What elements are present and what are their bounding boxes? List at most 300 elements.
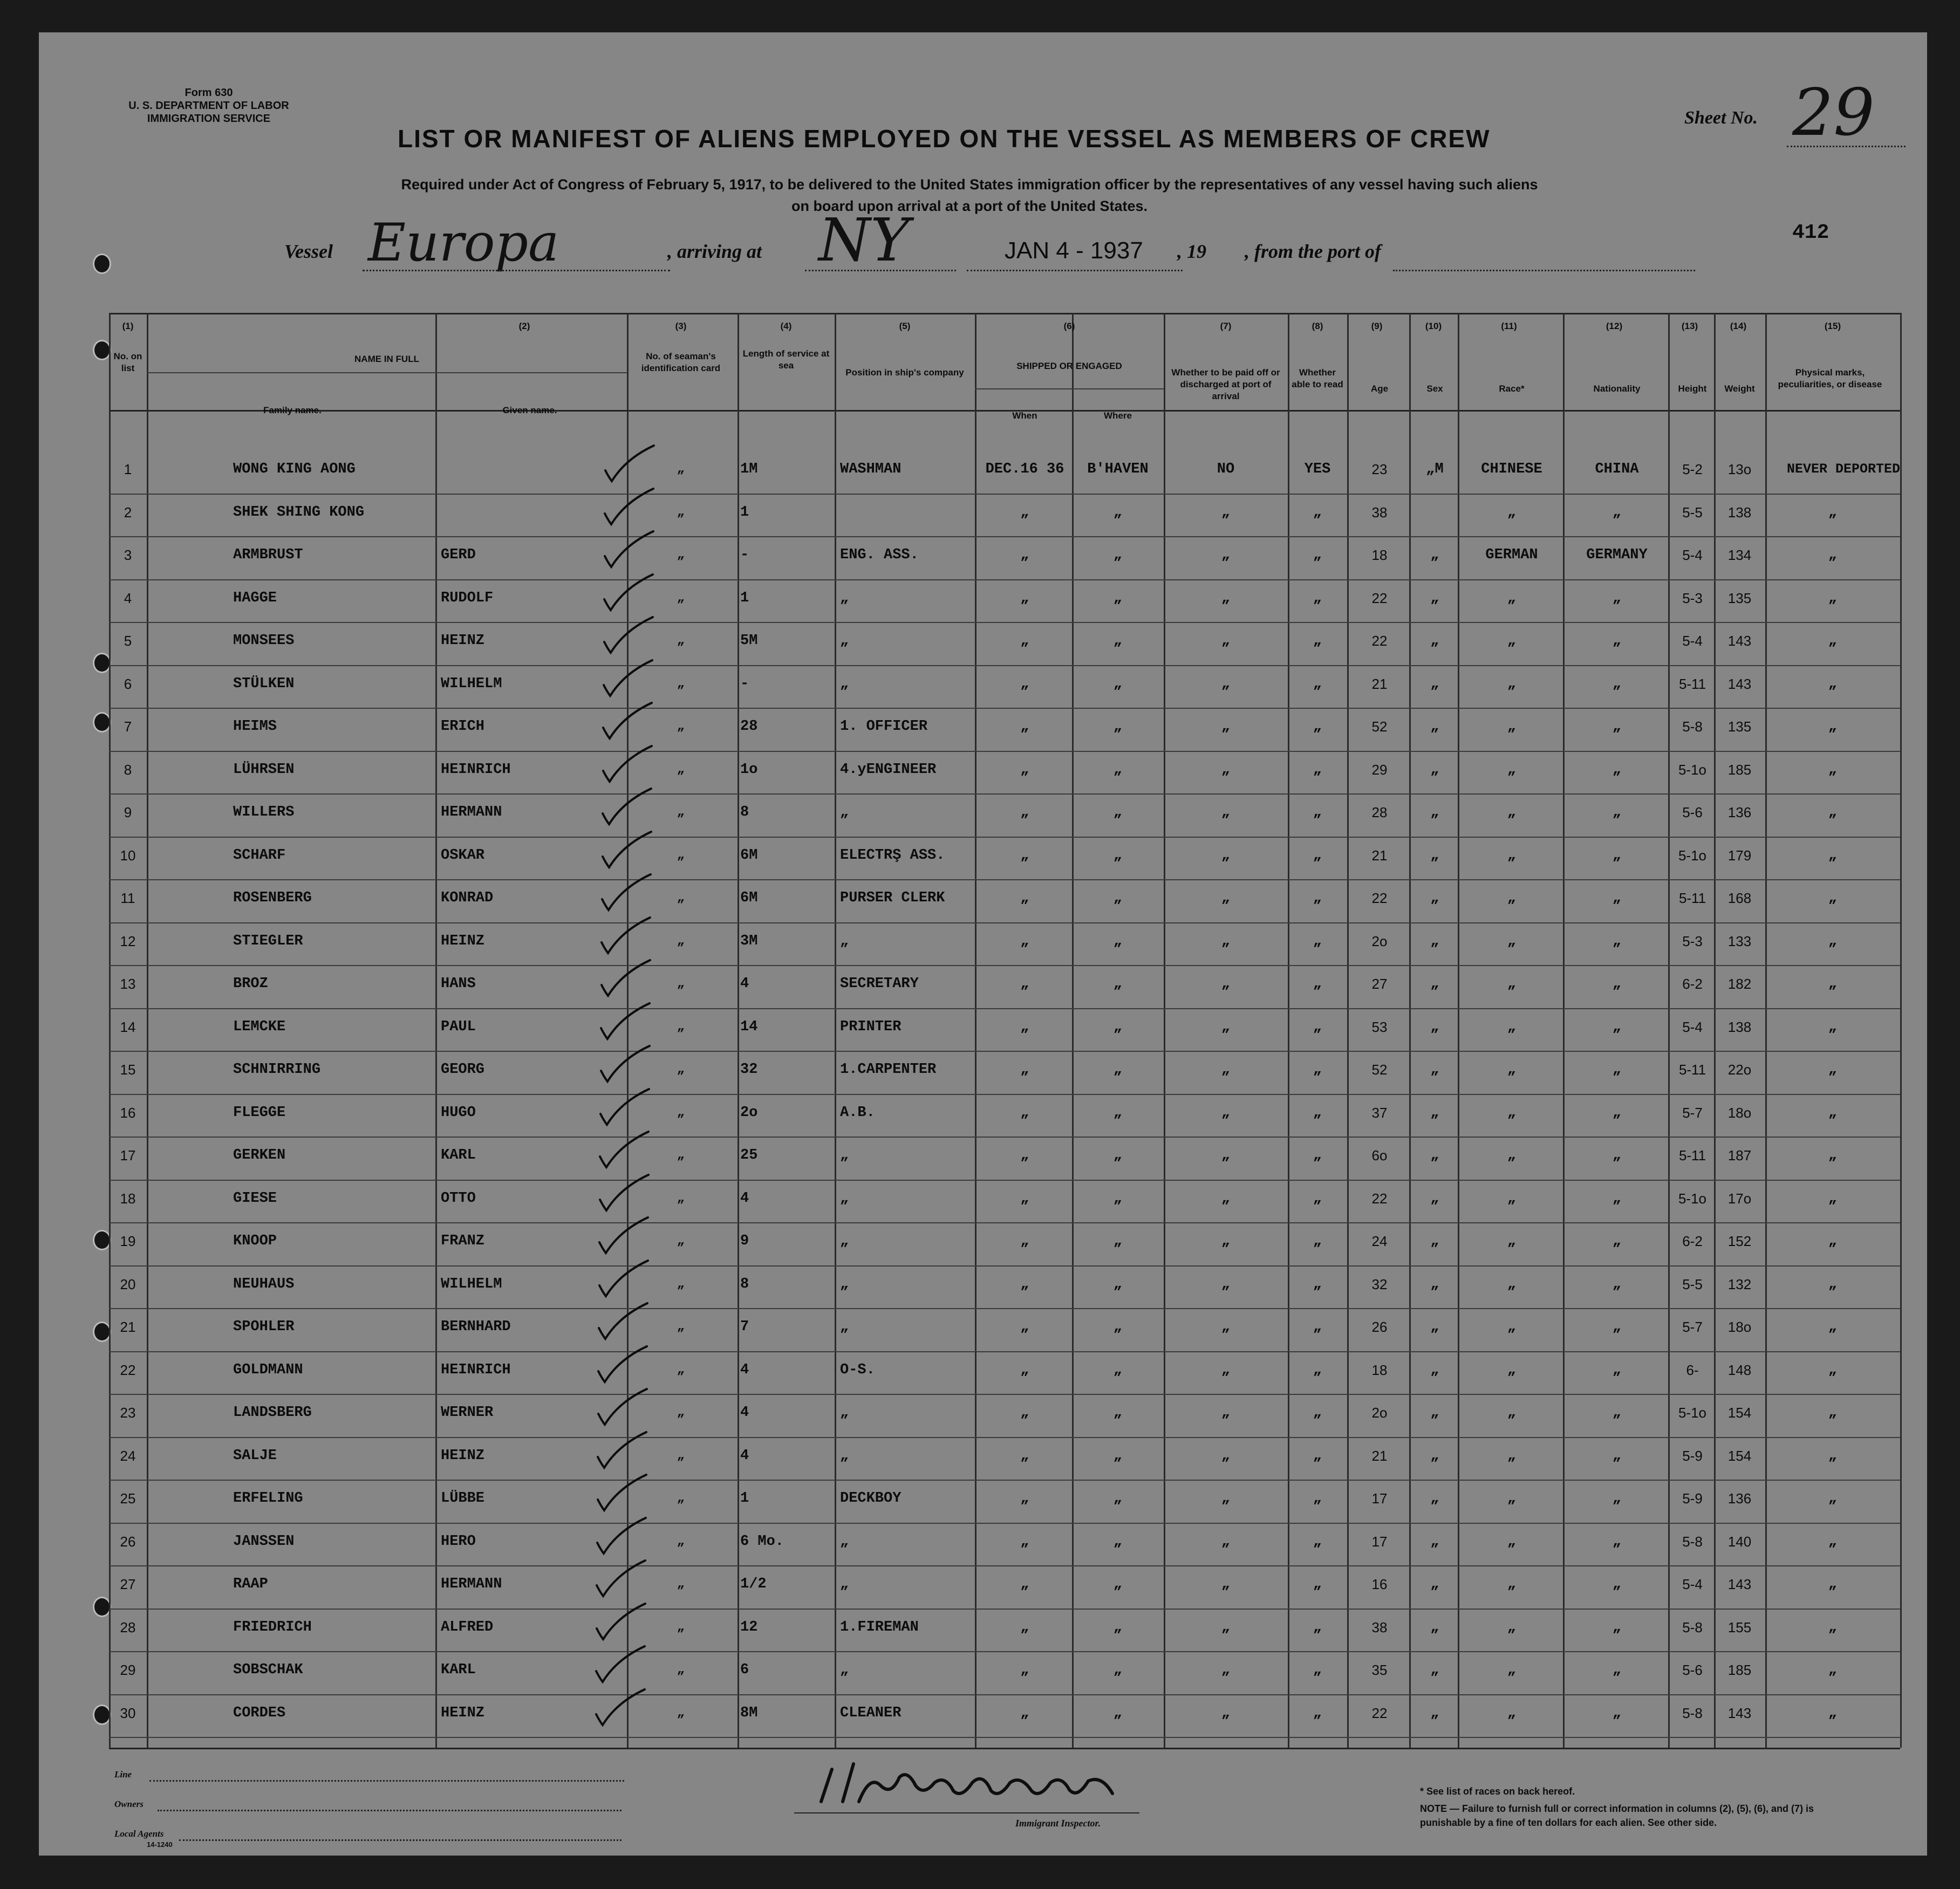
row-rule xyxy=(109,1565,1900,1566)
cell-family: SCHNIRRING xyxy=(233,1062,321,1078)
cell-service: 8 xyxy=(740,804,749,820)
cell-when: „ xyxy=(1020,504,1029,521)
cell-service: 6M xyxy=(740,847,758,864)
row-rule xyxy=(109,1609,1900,1610)
header-height: Height xyxy=(1678,384,1707,394)
cell-position: ELECTRŞ ASS. xyxy=(840,847,945,864)
row-rule xyxy=(109,1351,1900,1352)
row-rule xyxy=(109,1480,1900,1481)
cell-paid: „ xyxy=(1221,1448,1231,1464)
cell-nat: „ xyxy=(1612,1705,1622,1721)
header-no-on-list: No. on list xyxy=(113,351,142,373)
cell-race: „ xyxy=(1507,976,1517,992)
cell-service: 4 xyxy=(740,1448,749,1464)
check-mark-icon xyxy=(597,785,657,829)
column-rule xyxy=(1164,313,1165,1748)
cell-phys: „ xyxy=(1828,890,1838,906)
cell-paid: „ xyxy=(1221,547,1231,563)
cell-paid: „ xyxy=(1221,1362,1231,1378)
cell-nat: „ xyxy=(1612,1105,1622,1121)
arriving-port: NY xyxy=(818,206,910,275)
cell-nat: „ xyxy=(1612,1233,1622,1249)
cell-position: „ xyxy=(840,804,849,820)
cell-sex: „ xyxy=(1430,1448,1439,1464)
cell-age: 22 xyxy=(1371,1705,1388,1721)
cell-given: KARL xyxy=(441,1662,476,1678)
cell-card: „ xyxy=(677,591,685,605)
cell-nat: „ xyxy=(1612,1062,1622,1078)
inspector-label: Immigrant Inspector. xyxy=(1015,1818,1101,1829)
cell-family: BROZ xyxy=(233,976,268,992)
cell-no: 17 xyxy=(120,1147,136,1163)
year-label: , 19 xyxy=(1177,241,1206,262)
cell-family: CORDES xyxy=(233,1705,286,1721)
cell-weight: 132 xyxy=(1727,1276,1752,1292)
cell-read: „ xyxy=(1313,547,1322,563)
fine-note xyxy=(1420,1802,1862,1830)
cell-given: HERMANN xyxy=(441,1576,502,1592)
cell-family: KNOOP xyxy=(233,1233,277,1249)
cell-when: „ xyxy=(1020,1190,1029,1207)
cell-sex: „ xyxy=(1430,1490,1439,1507)
header-age: Age xyxy=(1370,384,1389,394)
cell-family: MONSEES xyxy=(233,633,295,649)
cell-family: ARMBRUST xyxy=(233,547,303,563)
vessel-label: Vessel xyxy=(284,241,333,262)
cell-phys: „ xyxy=(1828,1576,1838,1592)
cell-paid: „ xyxy=(1221,1147,1231,1163)
check-mark-icon xyxy=(598,700,657,743)
cell-weight: 18o xyxy=(1727,1105,1752,1121)
cell-sex: „ xyxy=(1430,633,1439,649)
cell-paid: „ xyxy=(1221,762,1231,778)
cell-nat: „ xyxy=(1612,1319,1622,1335)
cell-race: „ xyxy=(1507,718,1517,735)
cell-position: „ xyxy=(840,1276,849,1292)
cell-age: 18 xyxy=(1371,547,1388,563)
cell-sex: „ xyxy=(1430,804,1439,820)
sheet-no-label: Sheet No. xyxy=(1684,108,1758,128)
cell-height: 5-1o xyxy=(1678,1405,1707,1421)
cell-race: „ xyxy=(1507,676,1517,692)
cell-given: PAUL xyxy=(441,1019,476,1035)
header-when: When xyxy=(1012,410,1037,421)
page-title: LIST OR MANIFEST OF ALIENS EMPLOYED ON THE VESSEL AS MEMBERS OF CREW xyxy=(398,125,1491,153)
cell-when: „ xyxy=(1020,1534,1029,1550)
cell-where: „ xyxy=(1113,1576,1123,1592)
line-label: Line xyxy=(114,1769,132,1780)
cell-card: „ xyxy=(677,1319,685,1334)
cell-service: 1M xyxy=(740,461,758,477)
column-number: (7) xyxy=(1220,321,1232,331)
cell-given: HEINZ xyxy=(441,933,485,949)
cell-age: 52 xyxy=(1371,718,1388,735)
cell-sex: „ xyxy=(1430,847,1439,864)
cell-when: „ xyxy=(1020,1448,1029,1464)
header-sex: Sex xyxy=(1426,384,1443,394)
check-mark-icon xyxy=(595,1172,654,1215)
row-rule xyxy=(109,1222,1900,1223)
cell-position: „ xyxy=(840,1319,849,1335)
cell-no: 4 xyxy=(124,590,132,606)
vessel-name: Europa xyxy=(368,213,559,273)
row-rule xyxy=(109,494,1900,495)
cell-position: WASHMAN xyxy=(840,461,902,477)
column-number: (1) xyxy=(122,321,134,331)
cell-sex: „ xyxy=(1430,1662,1439,1678)
header-length-service: Length of service at sea xyxy=(742,348,830,371)
cell-weight: 179 xyxy=(1727,847,1752,864)
cell-no: 21 xyxy=(120,1319,136,1335)
cell-when: „ xyxy=(1020,1490,1029,1507)
cell-nat: „ xyxy=(1612,1362,1622,1378)
cell-phys: „ xyxy=(1828,1276,1838,1292)
cell-age: 29 xyxy=(1371,762,1388,778)
check-mark-icon xyxy=(593,1300,653,1343)
cell-race: „ xyxy=(1507,1319,1517,1335)
column-rule xyxy=(435,313,437,1748)
cell-sex: „ xyxy=(1430,1062,1439,1078)
cell-given: ALFRED xyxy=(441,1619,494,1635)
cell-weight: 155 xyxy=(1727,1619,1752,1635)
cell-race: „ xyxy=(1507,1534,1517,1550)
cell-position: 1.CARPENTER xyxy=(840,1062,937,1078)
header-race: Race* xyxy=(1499,384,1525,394)
cell-phys: „ xyxy=(1828,504,1838,521)
cell-age: 21 xyxy=(1371,1448,1388,1464)
cell-age: 2o xyxy=(1371,1405,1388,1421)
cell-height: 5-4 xyxy=(1682,633,1703,649)
cell-card: „ xyxy=(677,848,685,863)
cell-position: „ xyxy=(840,1147,849,1163)
cell-position: „ xyxy=(840,633,849,649)
check-mark-icon xyxy=(599,485,659,529)
cell-race: „ xyxy=(1507,590,1517,606)
cell-race: „ xyxy=(1507,1276,1517,1292)
cell-sex: „ xyxy=(1430,933,1439,949)
cell-where: „ xyxy=(1113,1062,1123,1078)
cell-where: „ xyxy=(1113,1233,1123,1249)
cell-service: 1o xyxy=(740,762,758,778)
cell-weight: 140 xyxy=(1727,1534,1752,1550)
department-name: U. S. DEPARTMENT OF LABOR xyxy=(128,100,289,112)
row-rule xyxy=(109,1094,1900,1095)
cell-read: „ xyxy=(1313,590,1322,606)
cell-where: „ xyxy=(1113,1448,1123,1464)
cell-card: „ xyxy=(677,1062,685,1077)
cell-age: 26 xyxy=(1371,1319,1388,1335)
cell-sex: „ xyxy=(1430,1105,1439,1121)
cell-card: „ xyxy=(677,934,685,948)
cell-race: „ xyxy=(1507,1619,1517,1635)
cell-phys: „ xyxy=(1828,1662,1838,1678)
cell-where: „ xyxy=(1113,1319,1123,1335)
cell-card: „ xyxy=(677,1277,685,1291)
cell-card: „ xyxy=(677,633,685,648)
cell-nat: „ xyxy=(1612,633,1622,649)
row-rule xyxy=(109,1523,1900,1524)
cell-paid: „ xyxy=(1221,1619,1231,1635)
cell-weight: 136 xyxy=(1727,804,1752,820)
cell-race: „ xyxy=(1507,1147,1517,1163)
cell-paid: „ xyxy=(1221,890,1231,906)
cell-where: „ xyxy=(1113,1362,1123,1378)
cell-read: YES xyxy=(1304,461,1331,477)
cell-height: 5-9 xyxy=(1682,1490,1703,1507)
cell-race: „ xyxy=(1507,762,1517,778)
cell-family: LEMCKE xyxy=(233,1019,286,1035)
cell-given: FRANZ xyxy=(441,1233,485,1249)
header-family-name: Family name. xyxy=(263,405,322,415)
cell-when: „ xyxy=(1020,976,1029,992)
check-mark-icon xyxy=(595,1086,654,1129)
cell-age: 6o xyxy=(1371,1147,1388,1163)
cell-card: „ xyxy=(677,762,685,777)
cell-phys: „ xyxy=(1828,676,1838,692)
cell-age: 16 xyxy=(1371,1576,1388,1592)
cell-given: KARL xyxy=(441,1147,476,1163)
cell-race: „ xyxy=(1507,1576,1517,1592)
cell-given: HEINRICH xyxy=(441,762,511,778)
cell-weight: 152 xyxy=(1727,1233,1752,1249)
cell-paid: „ xyxy=(1221,1405,1231,1421)
cell-given: HERO xyxy=(441,1534,476,1550)
cell-height: 5-1o xyxy=(1678,1190,1707,1207)
cell-card: „ xyxy=(677,1491,685,1505)
cell-family: SCHARF xyxy=(233,847,286,864)
cell-weight: 154 xyxy=(1727,1405,1752,1421)
cell-sex: „ xyxy=(1430,1319,1439,1335)
cell-phys: „ xyxy=(1828,976,1838,992)
cell-height: 5-7 xyxy=(1682,1105,1703,1121)
cell-when: „ xyxy=(1020,633,1029,649)
cell-nat: „ xyxy=(1612,504,1622,521)
cell-service: 4 xyxy=(740,976,749,992)
cell-service: 5M xyxy=(740,633,758,649)
cell-sex: „ xyxy=(1430,1276,1439,1292)
cell-age: 2o xyxy=(1371,933,1388,949)
cell-read: „ xyxy=(1313,890,1322,906)
cell-no: 12 xyxy=(120,933,136,949)
cell-service: 8M xyxy=(740,1705,758,1721)
cell-card: „ xyxy=(677,1706,685,1720)
cell-height: 5-5 xyxy=(1682,504,1703,521)
cell-when: „ xyxy=(1020,590,1029,606)
cell-service: 6 Mo. xyxy=(740,1534,784,1550)
cell-when: „ xyxy=(1020,1233,1029,1249)
cell-service: - xyxy=(740,547,749,563)
cell-where: „ xyxy=(1113,1534,1123,1550)
row-rule xyxy=(109,965,1900,966)
cell-phys: „ xyxy=(1828,804,1838,820)
cell-service: 6M xyxy=(740,890,758,906)
cell-where: „ xyxy=(1113,547,1123,563)
page-code: 412 xyxy=(1792,221,1829,244)
cell-family: RAAP xyxy=(233,1576,268,1592)
check-mark-icon xyxy=(598,657,658,700)
cell-given: HERMANN xyxy=(441,804,502,820)
cell-paid: „ xyxy=(1221,1705,1231,1721)
cell-nat: „ xyxy=(1612,1405,1622,1421)
cell-position: 1.FIREMAN xyxy=(840,1619,919,1635)
cell-given: WILHELM xyxy=(441,676,502,692)
cell-read: „ xyxy=(1313,1105,1322,1121)
cell-given: HANS xyxy=(441,976,476,992)
cell-card: „ xyxy=(677,891,685,905)
punch-hole xyxy=(93,340,111,360)
cell-age: 52 xyxy=(1371,1062,1388,1078)
column-number: (3) xyxy=(675,321,687,331)
cell-phys: „ xyxy=(1828,1705,1838,1721)
cell-weight: 148 xyxy=(1727,1362,1752,1378)
column-rule xyxy=(1668,313,1670,1748)
cell-phys: „ xyxy=(1828,590,1838,606)
column-number: (12) xyxy=(1606,321,1623,331)
cell-paid: „ xyxy=(1221,1319,1231,1335)
cell-no: 22 xyxy=(120,1362,136,1378)
cell-no: 30 xyxy=(120,1705,136,1721)
cell-position: „ xyxy=(840,590,849,606)
cell-where: „ xyxy=(1113,1147,1123,1163)
cell-position: „ xyxy=(840,1405,849,1421)
cell-paid: „ xyxy=(1221,1276,1231,1292)
race-note: * See list of races on back hereof. xyxy=(1420,1786,1575,1797)
cell-paid: „ xyxy=(1221,1062,1231,1078)
cell-read: „ xyxy=(1313,1490,1322,1507)
subtitle-line-2: on board upon arrival at a port of the United States. xyxy=(791,198,1148,214)
cell-phys: „ xyxy=(1828,1147,1838,1163)
cell-no: 6 xyxy=(124,676,132,692)
cell-family: GOLDMANN xyxy=(233,1362,303,1378)
cell-no: 9 xyxy=(124,804,132,820)
header-given-name: Given name. xyxy=(502,405,557,415)
cell-nat: „ xyxy=(1612,1276,1622,1292)
cell-height: 5-8 xyxy=(1682,1534,1703,1550)
cell-height: 5-5 xyxy=(1682,1276,1703,1292)
cell-weight: 134 xyxy=(1727,547,1752,563)
cell-where: „ xyxy=(1113,1490,1123,1507)
check-mark-icon xyxy=(595,1128,654,1172)
column-number: (15) xyxy=(1824,321,1841,331)
cell-service: 4 xyxy=(740,1362,749,1378)
cell-weight: 182 xyxy=(1727,976,1752,992)
cell-given: OSKAR xyxy=(441,847,485,864)
cell-height: 5-2 xyxy=(1682,461,1703,477)
cell-nat: „ xyxy=(1612,1190,1622,1207)
cell-no: 2 xyxy=(124,504,132,521)
punch-hole xyxy=(93,1322,111,1342)
cell-read: „ xyxy=(1313,1448,1322,1464)
cell-height: 5-8 xyxy=(1682,718,1703,735)
header-nationality: Nationality xyxy=(1593,384,1641,394)
cell-sex: „ xyxy=(1430,1405,1439,1421)
cell-when: „ xyxy=(1020,1319,1029,1335)
cell-age: 27 xyxy=(1371,976,1388,992)
cell-no: 20 xyxy=(120,1276,136,1292)
cell-race: „ xyxy=(1507,1233,1517,1249)
cell-family: WONG KING AONG xyxy=(233,461,356,477)
cell-when: „ xyxy=(1020,1619,1029,1635)
cell-given: HEINZ xyxy=(441,633,485,649)
cell-where: „ xyxy=(1113,933,1123,949)
cell-race: „ xyxy=(1507,804,1517,820)
cell-height: 5-1o xyxy=(1678,847,1707,864)
cell-age: 18 xyxy=(1371,1362,1388,1378)
cell-paid: „ xyxy=(1221,847,1231,864)
cell-no: 28 xyxy=(120,1619,136,1635)
cell-paid: „ xyxy=(1221,633,1231,649)
cell-nat: GERMANY xyxy=(1586,547,1648,563)
cell-position: SECRETARY xyxy=(840,976,919,992)
check-mark-icon xyxy=(594,1257,653,1301)
cell-race: „ xyxy=(1507,1362,1517,1378)
form-header-block xyxy=(120,86,298,125)
cell-nat: „ xyxy=(1612,976,1622,992)
cell-when: „ xyxy=(1020,933,1029,949)
cell-card: „ xyxy=(677,1448,685,1463)
column-number: (10) xyxy=(1425,321,1442,331)
cell-phys: „ xyxy=(1828,633,1838,649)
cell-card: „ xyxy=(677,719,685,734)
cell-phys: „ xyxy=(1828,1319,1838,1335)
check-mark-icon xyxy=(599,571,658,614)
cell-age: 17 xyxy=(1371,1534,1388,1550)
cell-card: „ xyxy=(677,976,685,991)
cell-sex: „ xyxy=(1430,1362,1439,1378)
cell-where: „ xyxy=(1113,976,1123,992)
column-number: (9) xyxy=(1371,321,1383,331)
column-rule xyxy=(737,313,739,1748)
cell-nat: „ xyxy=(1612,933,1622,949)
cell-position: „ xyxy=(840,933,849,949)
cell-paid: „ xyxy=(1221,504,1231,521)
cell-nat: „ xyxy=(1612,1619,1622,1635)
cell-service: 1 xyxy=(740,504,749,521)
cell-no: 5 xyxy=(124,633,132,649)
cell-sex: „ xyxy=(1430,1147,1439,1163)
cell-where: „ xyxy=(1113,1190,1123,1207)
cell-age: 38 xyxy=(1371,1619,1388,1635)
row-rule xyxy=(109,1137,1900,1138)
cell-phys: „ xyxy=(1828,718,1838,735)
cell-weight: 154 xyxy=(1727,1448,1752,1464)
cell-card: „ xyxy=(677,1234,685,1248)
cell-family: NEUHAUS xyxy=(233,1276,295,1292)
cell-sex: „ xyxy=(1430,1233,1439,1249)
cell-card: „ xyxy=(677,462,685,476)
check-mark-icon xyxy=(591,1643,650,1686)
shipped-subheader-rule xyxy=(975,388,1164,389)
cell-no: 19 xyxy=(120,1233,136,1249)
row-rule xyxy=(109,622,1900,623)
cell-where: „ xyxy=(1113,718,1123,735)
cell-read: „ xyxy=(1313,718,1322,735)
header-position: Position in ship's company xyxy=(845,367,964,378)
check-mark-icon xyxy=(599,528,659,571)
cell-given: WILHELM xyxy=(441,1276,502,1292)
check-mark-icon xyxy=(592,1429,652,1472)
cell-sex: „ xyxy=(1430,1190,1439,1207)
cell-where: „ xyxy=(1113,762,1123,778)
cell-age: 37 xyxy=(1371,1105,1388,1121)
cell-no: 1 xyxy=(124,461,132,477)
cell-given: WERNER xyxy=(441,1405,494,1421)
cell-sex: „ xyxy=(1430,547,1439,563)
cell-nat: „ xyxy=(1612,804,1622,820)
column-number: (5) xyxy=(899,321,911,331)
cell-given: HEINZ xyxy=(441,1705,485,1721)
cell-position: „ xyxy=(840,1576,849,1592)
